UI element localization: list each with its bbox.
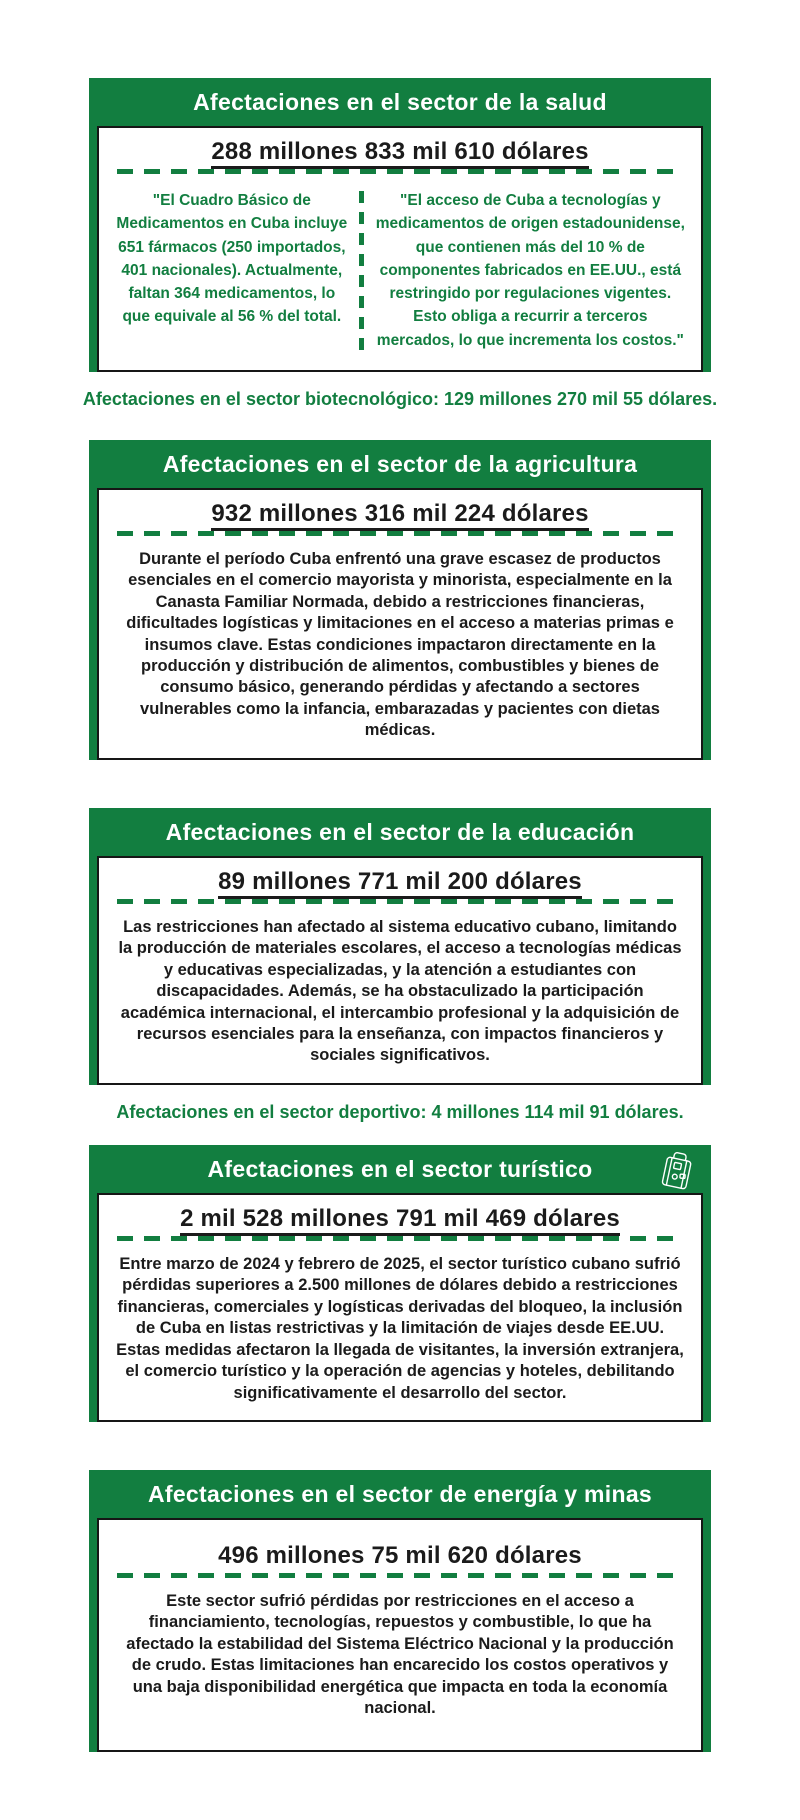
educacion-paragraph: Las restricciones han afectado al sistema educativo cubano, limitando la producción de materiales escolares, el acceso a tecnologías médicas y educativas especializadas, y la atención a estudiantes con discapacidades. Además, se ha obstaculizado la participación académica internacional, el intercambio profesional y la adquisición de recursos esenciales para la enseñanza, con impactos financieros y sociales significativos. <box>118 917 682 1065</box>
spacer <box>0 768 800 808</box>
spacer <box>0 1430 800 1470</box>
energia-amount: 496 millones 75 mil 620 dólares <box>218 1542 582 1569</box>
salud-quotes <box>113 185 687 354</box>
section-salud <box>89 78 711 372</box>
turistico-amount: 2 mil 528 millones 791 mil 469 dólares <box>113 1205 687 1233</box>
dashed-divider <box>117 1236 683 1241</box>
section-energia <box>89 1470 711 1752</box>
salud-amount: 288 millones 833 mil 610 dólares <box>113 138 687 166</box>
dashed-divider <box>117 531 683 536</box>
salud-quote-left: "El Cuadro Básico de Medicamentos en Cuba incluye 651 fármacos (250 importados, 401 nacionales). Actualmente, faltan 364 medicamentos, lo que equivale al 56 % del total. <box>116 192 348 326</box>
turistico-body <box>97 1193 703 1422</box>
agricultura-amount: 932 millones 316 mil 224 dólares <box>113 500 687 528</box>
salud-body <box>97 126 703 372</box>
dashed-divider <box>117 899 683 904</box>
salud-header <box>89 78 711 126</box>
educacion-title: Afectaciones en el sector de la educación <box>165 818 635 845</box>
section-turistico <box>89 1145 711 1422</box>
biotec-note: Afectaciones en el sector biotecnológico: 129 millones 270 mil 55 dólares. <box>82 388 718 409</box>
salud-title: Afectaciones en el sector de la salud <box>193 89 607 115</box>
agricultura-body <box>97 488 703 760</box>
salud-quote-right: "El acceso de Cuba a tecnologías y medicamentos de origen estadounidense, que contienen más del 10 % de componentes fabricados en EE.UU., está restringido por regulaciones vigentes. Esto obliga a recurrir a terceros mercados, lo que incrementa los costos." <box>375 192 685 349</box>
section-agricultura <box>89 440 711 760</box>
spacer <box>0 412 800 440</box>
turistico-paragraph: Entre marzo de 2024 y febrero de 2025, el sector turístico cubano sufrió pérdidas superiores a 2.500 millones de dólares debido a restricciones financieras, comerciales y logísticas derivadas del bloqueo, la inclusión de Cuba en listas restrictivas y la limitación de viajes desde EE.UU. Estas medidas afectaron la llegada de visitantes, la inversión extranjera, el comercio turístico y la operación de agencias y hoteles, debilitando significativamente el desarrollo del sector. <box>116 1254 684 1402</box>
educacion-amount: 89 millones 771 mil 200 dólares <box>113 868 687 896</box>
section-educacion <box>89 808 711 1085</box>
energia-header <box>89 1470 711 1518</box>
agricultura-title: Afectaciones en el sector de la agricultura <box>162 450 638 477</box>
deportivo-note: Afectaciones en el sector deportivo: 4 millones 114 mil 91 dólares. <box>116 1101 684 1122</box>
energia-body <box>97 1518 703 1752</box>
educacion-header <box>89 808 711 856</box>
suitcase-icon <box>653 1149 701 1193</box>
educacion-body <box>97 856 703 1085</box>
agricultura-paragraph: Durante el período Cuba enfrentó una grave escasez de productos esenciales en el comercio mayorista y minorista, especialmente en la Canasta Familiar Normada, debido a restricciones financieras, dificultades logísticas y limitaciones en el acceso a materias primas e insumos clave. Estas condiciones impactaron directamente en la producción y distribución de alimentos, combustibles y bienes de consumo básico, generando pérdidas y afectando a sectores vulnerables como la infancia, embarazadas y pacientes con dietas médicas. <box>126 549 674 740</box>
agricultura-header <box>89 440 711 488</box>
energia-paragraph: Este sector sufrió pérdidas por restricciones en el acceso a financiamiento, tecnologías, repuestos y combustible, lo que ha afectado la estabilidad del Sistema Eléctrico Nacional y la producción de crudo. Estas limitaciones han encarecido los costos operativos y una baja disponibilidad energética que impacta en toda la economía nacional. <box>126 1592 674 1718</box>
dashed-divider <box>117 1573 683 1578</box>
dashed-divider <box>117 169 683 174</box>
turistico-header <box>89 1145 711 1193</box>
energia-title: Afectaciones en el sector de energía y minas <box>147 1481 653 1507</box>
dashed-vertical-divider <box>359 191 364 350</box>
spacer <box>0 1125 800 1145</box>
turistico-title: Afectaciones en el sector turístico <box>207 1155 593 1182</box>
